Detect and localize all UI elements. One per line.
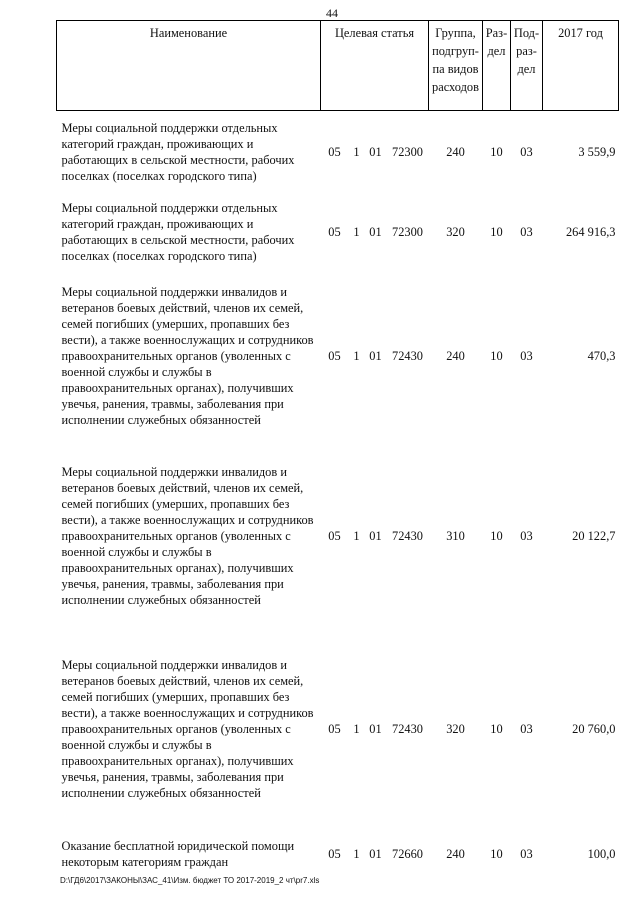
target-part-3: 01 xyxy=(369,529,382,543)
header-year: 2017 год xyxy=(543,21,619,111)
file-path-footer: D:\ГД6\2017\ЗАКОНЫ\ЗАС_41\Изм. бюджет ТО 2017-2019_2 чт\pr7.xls xyxy=(60,876,320,885)
target-part-4: 72300 xyxy=(392,145,423,159)
row-subsection: 03 xyxy=(520,847,533,861)
table-row xyxy=(57,111,619,194)
target-part-1: 05 xyxy=(328,721,341,736)
row-subsection: 03 xyxy=(520,225,533,239)
row-amount: 470,3 xyxy=(587,349,616,363)
row-subsection: 03 xyxy=(520,529,533,543)
target-part-1: 05 xyxy=(328,349,341,363)
table-row xyxy=(57,441,619,631)
target-part-4: 72430 xyxy=(392,721,423,736)
row-name: Меры социальной поддержки отдельных категорий граждан, проживающих и работающих в сельской местности, рабочих поселках (поселках городского типа) xyxy=(61,121,295,183)
row-amount: 100,0 xyxy=(587,847,616,861)
row-section: 10 xyxy=(490,145,503,159)
target-part-2: 1 xyxy=(353,349,360,363)
target-part-4: 72300 xyxy=(392,225,423,239)
table-row xyxy=(57,193,619,271)
header-row xyxy=(57,21,619,111)
row-section: 10 xyxy=(490,529,503,543)
row-group: 320 xyxy=(446,225,465,239)
row-name: Меры социальной поддержки инвалидов и ветеранов боевых действий, членов их семей, семей погибших (умерших, пропавших без вести), а также военнослужащих и сотрудников правоохранительных органов (уволенных с военной службы и службы в правоохранительных органах), получивших увечья, ранения, травмы, заболевания при исполнении служебных обязанностей xyxy=(61,657,314,800)
target-part-4: 72660 xyxy=(392,847,423,861)
row-subsection: 03 xyxy=(520,349,533,363)
row-section: 10 xyxy=(490,721,503,736)
row-name: Меры социальной поддержки инвалидов и ветеранов боевых действий, членов их семей, семей погибших (умерших, пропавших без вести), а также военнослужащих и сотрудников правоохранительных органов (уволенных с военной службы и службы в правоохранительных органах), получивших увечья, ранения, травмы, заболевания при исполнении служебных обязанностей xyxy=(61,285,314,427)
row-group: 320 xyxy=(446,721,465,736)
table-row xyxy=(57,631,619,826)
row-amount: 20 760,0 xyxy=(572,721,616,736)
table-row xyxy=(57,271,619,441)
target-part-2: 1 xyxy=(353,721,360,736)
row-group: 240 xyxy=(446,349,465,363)
row-name: Меры социальной поддержки инвалидов и ветеранов боевых действий, членов их семей, семей погибших (умерших, пропавших без вести), а также военнослужащих и сотрудников правоохранительных органов (уволенных с военной службы и службы в правоохранительных органах), получивших увечья, ранения, травмы, заболевания при исполнении служебных обязанностей xyxy=(61,465,314,607)
target-part-2: 1 xyxy=(353,529,360,543)
table-row xyxy=(57,826,619,882)
row-section: 10 xyxy=(490,349,503,363)
target-part-1: 05 xyxy=(328,529,341,543)
row-group: 240 xyxy=(446,847,465,861)
row-name: Оказание бесплатной юридической помощи некоторым категориям граждан xyxy=(61,839,295,869)
row-section: 10 xyxy=(490,225,503,239)
budget-table xyxy=(56,20,619,882)
target-part-3: 01 xyxy=(369,145,382,159)
header-target: Целевая статья xyxy=(321,21,429,111)
row-amount: 20 122,7 xyxy=(572,529,616,543)
header-subsection: Подраздел xyxy=(511,21,543,111)
target-part-1: 05 xyxy=(328,145,341,159)
header-section: Раздел xyxy=(483,21,511,111)
header-name: Наименование xyxy=(57,21,321,111)
row-amount: 264 916,3 xyxy=(565,225,616,239)
target-part-3: 01 xyxy=(369,225,382,239)
header-group: Группа, подгруппа видов расходов xyxy=(429,21,483,111)
row-amount: 3 559,9 xyxy=(578,145,616,159)
target-part-2: 1 xyxy=(353,145,360,159)
target-part-2: 1 xyxy=(353,225,360,239)
target-part-3: 01 xyxy=(369,349,382,363)
target-part-4: 72430 xyxy=(392,349,423,363)
row-subsection: 03 xyxy=(520,145,533,159)
target-part-1: 05 xyxy=(328,225,341,239)
row-group: 310 xyxy=(446,529,465,543)
target-part-2: 1 xyxy=(353,847,360,861)
page-number: 44 xyxy=(326,6,338,20)
target-part-4: 72430 xyxy=(392,529,423,543)
target-part-3: 01 xyxy=(369,721,382,736)
row-name: Меры социальной поддержки отдельных категорий граждан, проживающих и работающих в сельской местности, рабочих поселках (поселках городского типа) xyxy=(61,201,295,263)
target-part-3: 01 xyxy=(369,847,382,861)
row-section: 10 xyxy=(490,847,503,861)
row-subsection: 03 xyxy=(520,721,533,736)
row-group: 240 xyxy=(446,145,465,159)
target-part-1: 05 xyxy=(328,847,341,861)
